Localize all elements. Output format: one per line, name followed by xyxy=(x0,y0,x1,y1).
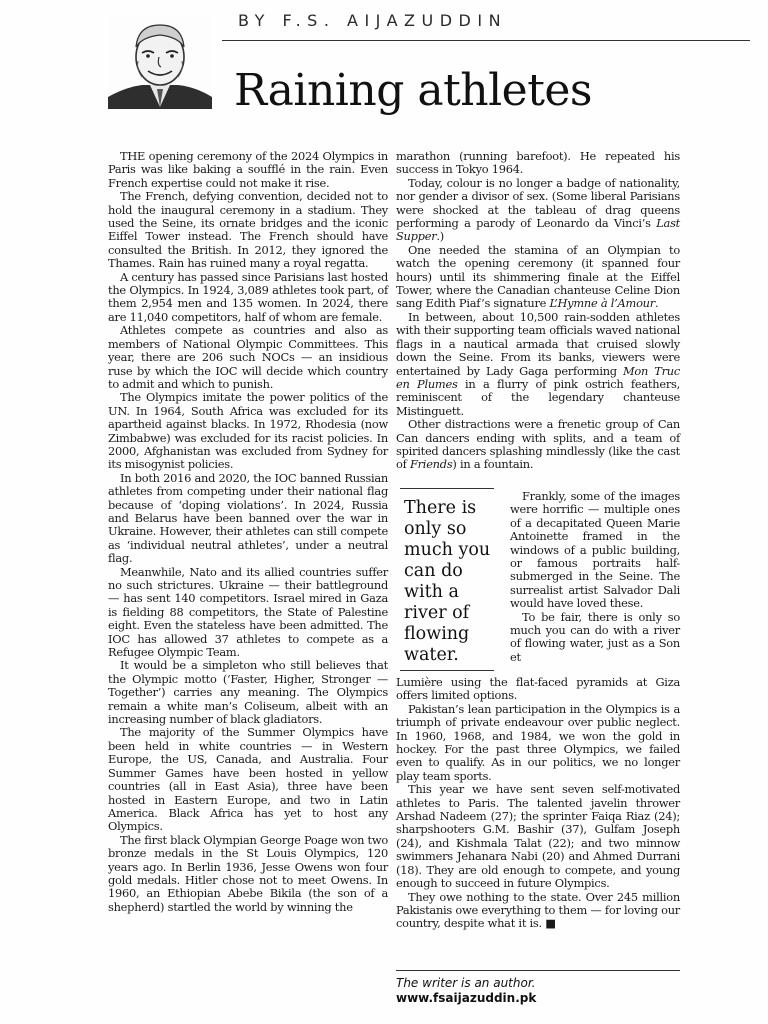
left-column xyxy=(108,150,388,914)
paragraph-continuation: marathon (running barefoot). He repeated his success in Tokyo 1964. xyxy=(396,149,680,177)
pull-quote: There is only so much you can do with a river of flowing water. xyxy=(404,498,491,665)
paragraph: A century has passed since Parisians last hosted the Olympics. In 1924, 3,089 athletes took part, of them 2,954 men and 135 women. In 2024, there are 11,040 competitors, half of whom are female. xyxy=(108,269,388,324)
author-website-link[interactable]: www.fsaijazuddin.pk xyxy=(396,991,537,1005)
pull-quote-rule-top xyxy=(400,488,494,489)
top-rule xyxy=(222,40,750,41)
paragraph: One needed the stamina of an Olympian to watch the opening ceremony (it spanned four hours) until its shimmering finale at the Eiffel Tower, where the Canadian chanteuse Celine Dion sang Edith Piaf’s signature L’Hymne à l’Amour. xyxy=(396,242,680,311)
paragraph: THE opening ceremony of the 2024 Olympics in Paris was like baking a soufflé in the rain. Even French expertise could not make it rise. xyxy=(108,149,388,190)
right-column-top xyxy=(396,150,680,472)
paragraph: The majority of the Summer Olympics have been held in white countries — in Western Europe, the US, Canada, and Australia. Four Summer Games have been hosted in yellow countries (all in East Asia), three have been hosted in Eastern Europe, and two in Latin America. Black Africa has yet to host any Olympics. xyxy=(108,725,388,834)
right-column-narrow xyxy=(510,490,680,664)
paragraph: Pakistan’s lean participation in the Olympics is a triumph of private endeavour over public neglect. In 1960, 1968, and 1984, we won the gold in hockey. For the past three Olympics, we failed even to qualify. As in our politics, we no longer play team sports. xyxy=(396,701,680,783)
pull-quote-rule-bottom xyxy=(400,670,494,671)
headline: Raining athletes xyxy=(234,65,593,116)
right-column-bottom xyxy=(396,676,680,931)
paragraph: To be fair, there is only so much you can do with a river of flowing water, just as a Son et xyxy=(510,609,680,664)
paragraph: Frankly, some of the images were horrific — multiple ones of a decapitated Queen Marie Antoinette framed in the windows of a public building, or famous portraits half-submerged in the Seine. The surrealist artist Salvador Dali would have loved these. xyxy=(510,489,680,611)
author-portrait xyxy=(108,17,212,109)
paragraph: It would be a simpleton who still believes that the Olympic motto (‘Faster, Higher, Stronger — Together’) carries any meaning. The Olympics remain a white man’s Coliseum, albeit with an increasing number of black gladiators. xyxy=(108,658,388,727)
paragraph: This year we have sent seven self-motivated athletes to Paris. The talented javelin thrower Arshad Nadeem (27); the sprinter Faiqa Riaz (24); sharpshooters G.M. Bashir (37), Gulfam Joseph (24), and Kishmala Talat (22); and two minnow swimmers Jehanara Nabi (20) and Ahmed Durrani (18). They are old enough to compete, and young enough to succeed in future Olympics. xyxy=(396,782,680,891)
paragraph-continuation: Lumière using the flat-faced pyramids at Giza offers limited options. xyxy=(396,675,680,703)
paragraph: Athletes compete as countries and also as members of National Olympic Committees. This year, there are 206 such NOCs — an insidious ruse by which the IOC will decide which country to admit and which to punish. xyxy=(108,323,388,391)
paragraph: The French, defying convention, decided not to hold the inaugural ceremony in a stadium. They used the Seine, its ornate bridges and the iconic Eiffel Tower instead. The French should have consulted the British. In 2012, they ignored the Thames. Rain has ruined many a royal regatta. xyxy=(108,189,388,271)
paragraph: The first black Olympian George Poage won two bronze medals in the St Louis Olympics, 120 years ago. In Berlin 1936, Jesse Owens won four gold medals. Hitler chose not to meet Owens. In 1960, an Ethiopian Abebe Bikila (the son of a shepherd) startled the world by winning the xyxy=(108,832,388,914)
paragraph: Today, colour is no longer a badge of nationality, nor gender a divisor of sex. (Some liberal Parisians were shocked at the tableau of drag queens performing a parody of Leonardo da Vinci’s Last Supper.) xyxy=(396,175,680,244)
paragraph: They owe nothing to the state. Over 245 million Pakistanis owe everything to them — for loving our country, despite what it is. ■ xyxy=(396,889,680,931)
paragraph: Other distractions were a frenetic group of Can Can dancers ending with splits, and a team of spirited dancers splashing mindlessly (like the cast of Friends) in a fountain. xyxy=(396,417,680,472)
paragraph: Meanwhile, Nato and its allied countries suffer no such strictures. Ukraine — their battleground — has sent 140 competitors. Israel mired in Gaza is fielding 88 competitors, the State of Palestine eight. Even the stateless have been admitted. The IOC has allowed 37 athletes to compete as a Refugee Olympic Team. xyxy=(108,564,388,660)
byline: BY F.S. AIJAZUDDIN xyxy=(238,11,508,30)
paragraph: The Olympics imitate the power politics of the UN. In 1964, South Africa was excluded for its apartheid against blacks. In 1972, Rhodesia (now Zimbabwe) was excluded for its racist policies. In 2000, Afghanistan was excluded from Sydney for its misogynist policies. xyxy=(108,390,388,472)
paragraph: In both 2016 and 2020, the IOC banned Russian athletes from competing under their national flag because of ‘doping violations’. In 2024, Russia and Belarus have been banned over the war in Ukraine. However, their athletes can still compete as ‘individual neutral athletes’, under a neutral flag. xyxy=(108,470,388,566)
end-rule xyxy=(396,970,680,971)
paragraph: In between, about 10,500 rain-sodden athletes with their supporting team officials waved national flags in a nautical armada that cruised slowly down the Seine. From its banks, viewers were entertained by Lady Gaga performing Mon Truc en Plumes in a flurry of pink ostrich feathers, reminiscent of the legendary chanteuse Mistinguett. xyxy=(396,309,681,418)
author-note: The writer is an author. xyxy=(396,976,536,990)
